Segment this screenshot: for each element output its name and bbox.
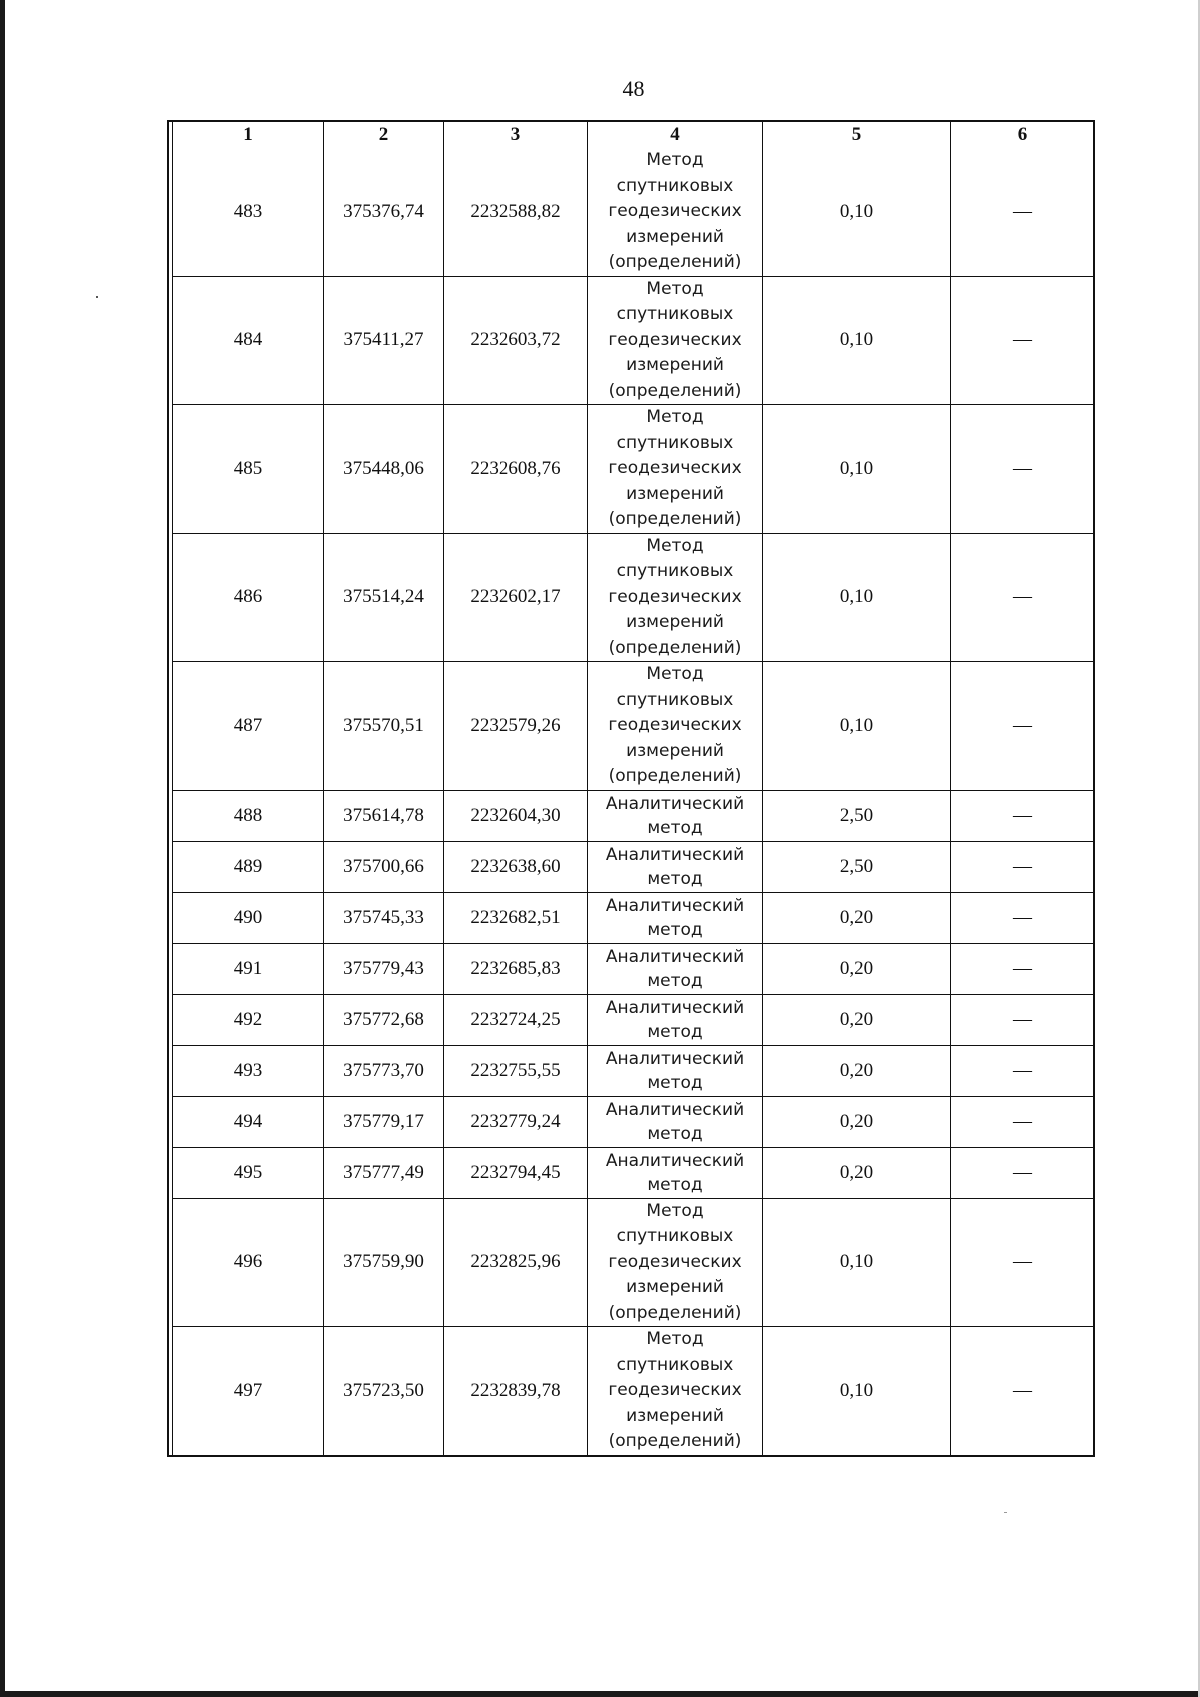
method-line: (определений) (608, 252, 742, 272)
y-coordinate-cell: 2232794,45 (444, 1147, 588, 1198)
table-body (173, 148, 1095, 1455)
description-cell: — (951, 943, 1095, 994)
x-coordinate-cell: 375759,90 (324, 1198, 444, 1327)
accuracy-cell: 2,50 (763, 841, 951, 892)
y-coordinate-cell: 2232603,72 (444, 276, 588, 405)
method-line: геодезических (608, 715, 742, 735)
method-line: геодезических (608, 586, 742, 607)
description-cell: — (951, 405, 1095, 534)
point-number-cell: 493 (173, 1045, 324, 1096)
method-line: Аналитический (605, 1048, 745, 1069)
method-line: спутниковых (616, 1226, 734, 1246)
scan-edge-bottom (0, 1691, 1200, 1697)
y-coordinate-cell: 2232602,17 (444, 533, 588, 662)
method-cell (588, 943, 763, 994)
point-number-cell: 487 (173, 662, 324, 791)
method-line: Метод (646, 278, 704, 299)
accuracy-cell: 0,20 (763, 1096, 951, 1147)
method-line: Метод (646, 407, 704, 427)
table-row (173, 1045, 1095, 1096)
description-cell: — (951, 841, 1095, 892)
x-coordinate-cell: 375745,33 (324, 892, 444, 943)
description-cell: — (951, 1327, 1095, 1455)
scan-edge-left (0, 0, 5, 1697)
method-line: Аналитический (605, 793, 745, 814)
scan-speck (96, 296, 98, 298)
method-line: спутниковых (616, 689, 734, 710)
method-cell (588, 148, 763, 276)
accuracy-cell: 2,50 (763, 790, 951, 841)
point-number-cell: 494 (173, 1096, 324, 1147)
header-cell: 3 (444, 122, 588, 148)
description-cell: — (951, 1045, 1095, 1096)
method-line: Аналитический (605, 946, 745, 967)
x-coordinate-cell: 375723,50 (324, 1327, 444, 1455)
method-line: спутниковых (616, 1354, 734, 1375)
y-coordinate-cell: 2232685,83 (444, 943, 588, 994)
y-coordinate-cell: 2232724,25 (444, 994, 588, 1045)
table-row (173, 841, 1095, 892)
accuracy-cell: 0,10 (763, 1327, 951, 1455)
table-row (173, 994, 1095, 1045)
method-line: Метод (646, 535, 704, 556)
accuracy-cell: 0,10 (763, 662, 951, 791)
table-row (173, 790, 1095, 841)
coordinates-table-frame (167, 120, 1095, 1457)
description-cell: — (951, 994, 1095, 1045)
point-number-cell: 495 (173, 1147, 324, 1198)
x-coordinate-cell: 375614,78 (324, 790, 444, 841)
description-cell: — (951, 1147, 1095, 1198)
description-cell: — (951, 892, 1095, 943)
point-number-cell: 496 (173, 1198, 324, 1327)
method-line: Аналитический (605, 1099, 745, 1120)
method-line: Метод (646, 1329, 704, 1349)
y-coordinate-cell: 2232588,82 (444, 148, 588, 276)
method-line: измерений (626, 483, 724, 504)
method-line: метод (647, 919, 703, 940)
table-row (173, 1147, 1095, 1198)
method-cell (588, 405, 763, 534)
method-cell (588, 1045, 763, 1096)
y-coordinate-cell: 2232839,78 (444, 1327, 588, 1455)
method-cell (588, 994, 763, 1045)
method-cell (588, 790, 763, 841)
method-cell (588, 1327, 763, 1455)
description-cell: — (951, 276, 1095, 405)
method-line: метод (647, 970, 703, 991)
method-cell (588, 662, 763, 791)
method-line: измерений (626, 226, 724, 247)
header-cell: 6 (951, 122, 1095, 148)
method-line: спутниковых (616, 432, 734, 453)
method-line: (определений) (608, 380, 742, 401)
method-line: Аналитический (605, 844, 745, 865)
method-line: метод (647, 817, 703, 838)
accuracy-cell: 0,10 (763, 1198, 951, 1327)
table-row (173, 662, 1095, 791)
method-line: геодезических (608, 1380, 742, 1400)
x-coordinate-cell: 375411,27 (324, 276, 444, 405)
method-line: метод (647, 1021, 703, 1042)
header-cell: 1 (173, 122, 324, 148)
method-cell (588, 1198, 763, 1327)
x-coordinate-cell: 375700,66 (324, 841, 444, 892)
accuracy-cell: 0,10 (763, 405, 951, 534)
method-line: Метод (646, 1200, 704, 1221)
method-line: (определений) (608, 509, 742, 529)
method-line: (определений) (608, 766, 742, 786)
method-line: геодезических (608, 1251, 742, 1272)
method-cell (588, 1096, 763, 1147)
description-cell: — (951, 1198, 1095, 1327)
accuracy-cell: 0,20 (763, 892, 951, 943)
table-row (173, 943, 1095, 994)
x-coordinate-cell: 375448,06 (324, 405, 444, 534)
point-number-cell: 491 (173, 943, 324, 994)
table-row (173, 533, 1095, 662)
y-coordinate-cell: 2232682,51 (444, 892, 588, 943)
x-coordinate-cell: 375779,43 (324, 943, 444, 994)
method-line: геодезических (608, 458, 742, 478)
method-line: Аналитический (605, 895, 745, 916)
method-line: спутниковых (616, 304, 734, 324)
header-cell: 2 (324, 122, 444, 148)
accuracy-cell: 0,10 (763, 533, 951, 662)
method-line: (определений) (608, 637, 742, 658)
x-coordinate-cell: 375376,74 (324, 148, 444, 276)
y-coordinate-cell: 2232579,26 (444, 662, 588, 791)
point-number-cell: 492 (173, 994, 324, 1045)
description-cell: — (951, 148, 1095, 276)
scan-speck (1004, 1512, 1007, 1513)
description-cell: — (951, 1096, 1095, 1147)
point-number-cell: 489 (173, 841, 324, 892)
x-coordinate-cell: 375773,70 (324, 1045, 444, 1096)
header-cell: 4 (588, 122, 763, 148)
x-coordinate-cell: 375570,51 (324, 662, 444, 791)
description-cell: — (951, 662, 1095, 791)
table-row (173, 276, 1095, 405)
method-line: Метод (646, 150, 704, 170)
method-line: измерений (626, 1405, 724, 1426)
coordinates-table (172, 122, 1095, 1455)
point-number-cell: 490 (173, 892, 324, 943)
accuracy-cell: 0,20 (763, 943, 951, 994)
method-line: Аналитический (605, 997, 745, 1018)
y-coordinate-cell: 2232608,76 (444, 405, 588, 534)
point-number-cell: 484 (173, 276, 324, 405)
method-line: Аналитический (605, 1150, 745, 1171)
point-number-cell: 488 (173, 790, 324, 841)
point-number-cell: 483 (173, 148, 324, 276)
table-header-row (173, 122, 1095, 148)
method-cell (588, 1147, 763, 1198)
y-coordinate-cell: 2232755,55 (444, 1045, 588, 1096)
method-line: (определений) (608, 1431, 742, 1451)
accuracy-cell: 0,20 (763, 994, 951, 1045)
method-line: измерений (626, 355, 724, 375)
description-cell: — (951, 790, 1095, 841)
method-line: геодезических (608, 201, 742, 221)
table-row (173, 1327, 1095, 1455)
method-cell (588, 276, 763, 405)
y-coordinate-cell: 2232604,30 (444, 790, 588, 841)
table-row (173, 148, 1095, 276)
y-coordinate-cell: 2232825,96 (444, 1198, 588, 1327)
method-line: Метод (646, 664, 704, 684)
method-line: измерений (626, 612, 724, 632)
point-number-cell: 497 (173, 1327, 324, 1455)
accuracy-cell: 0,10 (763, 276, 951, 405)
method-line: спутниковых (616, 561, 734, 581)
method-line: измерений (626, 1277, 724, 1297)
table-row (173, 405, 1095, 534)
method-line: метод (647, 868, 703, 889)
accuracy-cell: 0,20 (763, 1147, 951, 1198)
method-cell (588, 533, 763, 662)
y-coordinate-cell: 2232638,60 (444, 841, 588, 892)
method-line: измерений (626, 740, 724, 761)
accuracy-cell: 0,20 (763, 1045, 951, 1096)
accuracy-cell: 0,10 (763, 148, 951, 276)
method-line: метод (647, 1174, 703, 1195)
method-cell (588, 841, 763, 892)
description-cell: — (951, 533, 1095, 662)
method-line: геодезических (608, 329, 742, 350)
table-row (173, 1198, 1095, 1327)
page-number: 48 (622, 76, 645, 101)
method-cell (588, 892, 763, 943)
method-line: (определений) (608, 1302, 742, 1323)
method-line: метод (647, 1072, 703, 1093)
x-coordinate-cell: 375779,17 (324, 1096, 444, 1147)
y-coordinate-cell: 2232779,24 (444, 1096, 588, 1147)
x-coordinate-cell: 375777,49 (324, 1147, 444, 1198)
method-line: метод (647, 1123, 703, 1144)
point-number-cell: 486 (173, 533, 324, 662)
x-coordinate-cell: 375772,68 (324, 994, 444, 1045)
x-coordinate-cell: 375514,24 (324, 533, 444, 662)
method-line: спутниковых (616, 175, 734, 196)
table-row (173, 1096, 1095, 1147)
header-cell: 5 (763, 122, 951, 148)
point-number-cell: 485 (173, 405, 324, 534)
table-row (173, 892, 1095, 943)
